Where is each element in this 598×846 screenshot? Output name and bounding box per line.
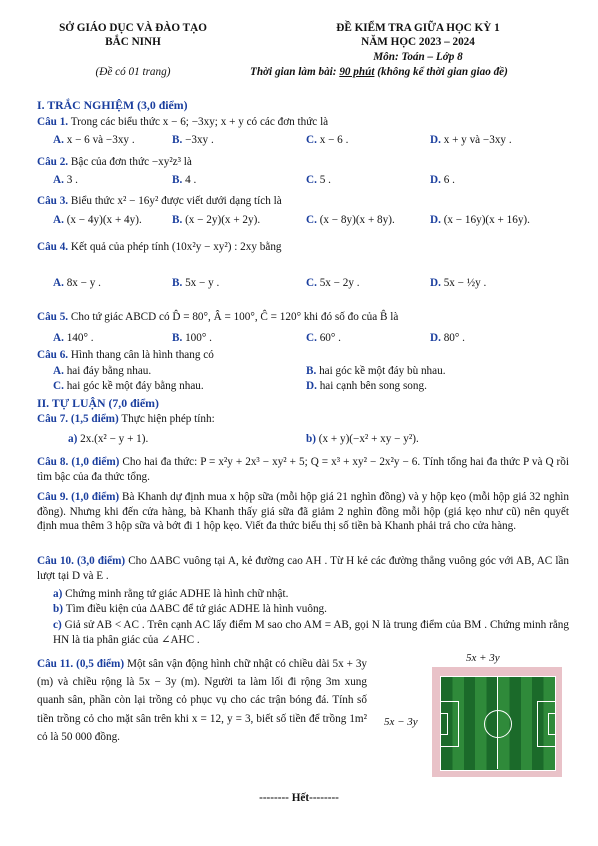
exam-title: ĐỀ KIỂM TRA GIỮA HỌC KỲ 1 bbox=[336, 22, 500, 34]
q11-block bbox=[37, 655, 367, 746]
school-year: NĂM HỌC 2023 – 2024 bbox=[361, 36, 475, 48]
q3-option-d: D. (x − 16y)(x + 16y). bbox=[430, 214, 530, 226]
q3-text: Biểu thức x² − 16y² được viết dưới dạng tích là bbox=[68, 195, 282, 207]
q5-option-a: A. 140° . bbox=[53, 332, 94, 344]
end-marker: -------- Hết-------- bbox=[259, 792, 339, 804]
q1-label: Câu 1. bbox=[37, 116, 69, 128]
section-1-heading: I. TRẮC NGHIỆM (3,0 điểm) bbox=[37, 98, 188, 112]
q2-option-c: C. 5 . bbox=[306, 174, 331, 186]
q7-text: Thực hiện phép tính: bbox=[118, 413, 215, 425]
q7-part-a: a) 2x.(x² − y + 1). bbox=[68, 433, 149, 445]
q7-label: Câu 7. (1,5 điểm) bbox=[37, 413, 119, 425]
pages-note: (Đề có 01 trang) bbox=[95, 66, 171, 78]
q2-option-d: D. 6 . bbox=[430, 174, 455, 186]
q10-text: Cho ΔABC vuông tại A, kẻ đường cao AH . Từ H kẻ các đường thẳng vuông góc với AB, AC lần lượt tại D và E . bbox=[37, 555, 569, 582]
q10-block bbox=[37, 554, 569, 583]
q4-text: Kết quả của phép tính (10x²y − xy²) : 2xy bằng bbox=[68, 241, 282, 253]
time-value: 90 phút bbox=[339, 66, 375, 78]
q11-text: Một sân vận động hình chữ nhật có chiều dài 5x + 3y (m) và chiều rộng là 5x − 3y (m). Người ta làm lối đi rộng 3m xung quanh sân, phần còn lại trồng cỏ phục vụ cho các trận bóng đá. Tính số tiền trồng cỏ cho mặt sân trên khi x = 12, y = 3, biết số tiền để trồng 1m² cỏ là 50 000 đồng. bbox=[37, 658, 368, 743]
q6-option-d: D. hai cạnh bên song song. bbox=[306, 380, 427, 392]
q6-option-c: C. hai góc kề một đáy bằng nhau. bbox=[53, 380, 204, 392]
field-length-label: 5x + 3y bbox=[466, 652, 500, 664]
q1-option-b: B. −3xy . bbox=[172, 134, 214, 146]
q1-option-d: D. x + y và −3xy . bbox=[430, 134, 512, 146]
q9-block bbox=[37, 490, 569, 534]
left-goal-area bbox=[440, 713, 448, 735]
grass-pitch bbox=[440, 676, 556, 771]
q11-label: Câu 11. (0,5 điểm) bbox=[37, 658, 125, 670]
q4-option-b: B. 5x − y . bbox=[172, 277, 220, 289]
q4-option-d: D. 5x − ½y . bbox=[430, 277, 487, 289]
q5-option-c: C. 60° . bbox=[306, 332, 341, 344]
q1-stem bbox=[37, 116, 328, 128]
q3-label: Câu 3. bbox=[37, 195, 69, 207]
q10-part-b: b) Tìm điều kiện của ΔABC để tứ giác ADHE là hình vuông. bbox=[53, 603, 327, 615]
q6-label: Câu 6. bbox=[37, 349, 69, 361]
q3-option-c: C. (x − 8y)(x + 8y). bbox=[306, 214, 395, 226]
q8-label: Câu 8. (1,0 điểm) bbox=[37, 456, 120, 468]
time-prefix: Thời gian làm bài: bbox=[250, 66, 340, 78]
q1-text: Trong các biểu thức x − 6; −3xy; x + y có các đơn thức là bbox=[68, 116, 329, 128]
q9-label: Câu 9. (1,0 điểm) bbox=[37, 491, 120, 503]
q6-option-a: A. hai đáy bằng nhau. bbox=[53, 365, 152, 377]
q2-option-a: A. 3 . bbox=[53, 174, 78, 186]
q4-option-a: A. 8x − y . bbox=[53, 277, 101, 289]
q5-stem bbox=[37, 311, 398, 323]
q8-text: Cho hai đa thức: P = x²y + 2x³ − xy² + 5; Q = x³ + xy² − 2x²y − 6. Tính tổng hai đa thức P và Q rồi tìm bậc của đa thức tổng. bbox=[37, 456, 569, 483]
q2-stem bbox=[37, 156, 192, 168]
q10-part-a: a) Chứng minh rằng tứ giác ADHE là hình chữ nhật. bbox=[53, 588, 289, 600]
q6-option-b: B. hai góc kề một đáy bù nhau. bbox=[306, 365, 446, 377]
q10-part-c: c) Giả sử AB < AC . Trên cạnh AC lấy điểm M sao cho AM = AB, gọi N là trung điểm của BM . Chứng minh rằng HN là tia phân giác của ∠AHC . bbox=[53, 619, 569, 646]
q2-option-b: B. 4 . bbox=[172, 174, 197, 186]
stadium-figure bbox=[432, 667, 562, 777]
q5-option-d: D. 80° . bbox=[430, 332, 465, 344]
q3-option-a: A. (x − 4y)(x + 4y). bbox=[53, 214, 142, 226]
field-width-label: 5x − 3y bbox=[384, 716, 418, 728]
time-line bbox=[250, 66, 508, 78]
q8-block bbox=[37, 455, 569, 484]
time-suffix: (không kể thời gian giao đề) bbox=[374, 66, 508, 78]
q7-stem bbox=[37, 413, 215, 425]
q7-part-b: b) (x + y)(−x² + xy − y²). bbox=[306, 433, 419, 445]
q4-stem bbox=[37, 241, 282, 253]
q5-label: Câu 5. bbox=[37, 311, 69, 323]
q10-label: Câu 10. (3,0 điểm) bbox=[37, 555, 126, 567]
q3-stem bbox=[37, 195, 282, 207]
q5-text: Cho tứ giác ABCD có D̂ = 80°, Â = 100°, Ĉ = 120° khi đó số đo của B̂ là bbox=[68, 311, 399, 323]
q2-label: Câu 2. bbox=[37, 156, 69, 168]
q3-option-b: B. (x − 2y)(x + 2y). bbox=[172, 214, 261, 226]
section-2-heading: II. TỰ LUẬN (7,0 điểm) bbox=[37, 396, 159, 410]
q4-option-c: C. 5x − 2y . bbox=[306, 277, 360, 289]
dept-line2: BẮC NINH bbox=[105, 36, 161, 48]
right-goal-area bbox=[548, 713, 556, 735]
subject: Môn: Toán – Lớp 8 bbox=[373, 51, 463, 63]
q2-text: Bậc của đơn thức −xy²z³ là bbox=[68, 156, 192, 168]
q1-option-c: C. x − 6 . bbox=[306, 134, 349, 146]
q6-stem bbox=[37, 349, 214, 361]
q1-option-a: A. x − 6 và −3xy . bbox=[53, 134, 135, 146]
q4-label: Câu 4. bbox=[37, 241, 69, 253]
dept-line1: SỞ GIÁO DỤC VÀ ĐÀO TẠO bbox=[59, 22, 207, 34]
q5-option-b: B. 100° . bbox=[172, 332, 212, 344]
q9-text: Bà Khanh dự định mua x hộp sữa (mỗi hộp giá 21 nghìn đồng) và y hộp kẹo (mỗi hộp giá 32 nghìn đồng). Nhưng khi đến cửa hàng, bà Khanh thấy giá sữa đã giảm 2 nghìn đồng mỗi hộp (giá kẹo như cũ) nên quyết định mua thêm 3 hộp sữa và bớt đi 1 hộp kẹo. Viết đa thức biểu thị số tiền bà Khanh phải trả cho cửa hàng. bbox=[37, 491, 569, 533]
q6-text: Hình thang cân là hình thang có bbox=[68, 349, 214, 361]
center-circle bbox=[484, 710, 512, 738]
